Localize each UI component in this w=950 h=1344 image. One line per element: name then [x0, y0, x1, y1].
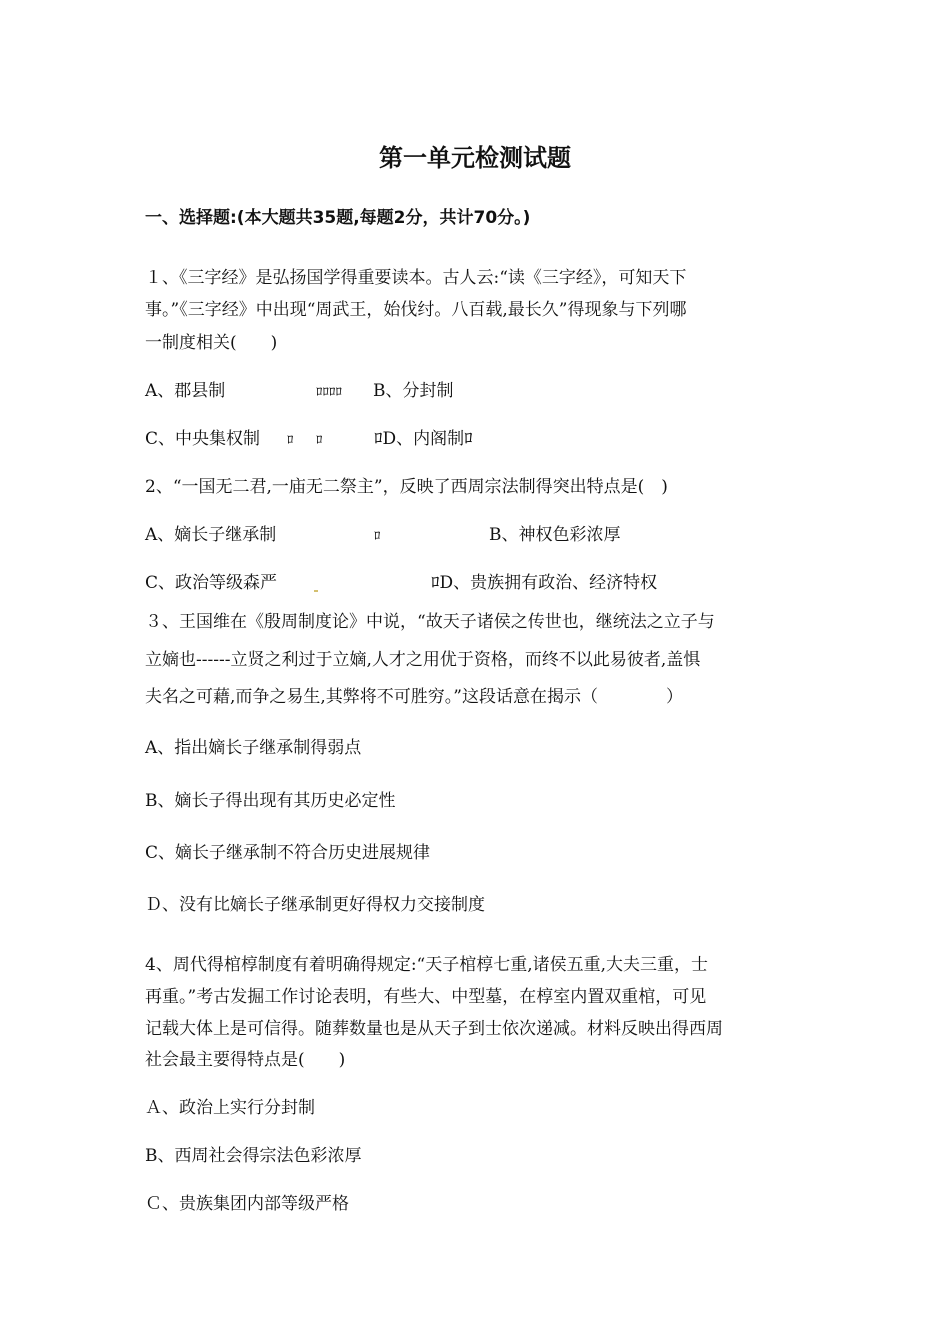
q3-option-c: C、嫡长子继承制不符合历史进展规律	[145, 843, 431, 863]
q4-stem-line-2: 再重。”考古发掘工作讨论表明，有些大、中型墓，在椁室内置双重棺，可见	[145, 987, 707, 1007]
q3-stem-line-2: 立嫡也------立贤之利过于立嫡,人才之用优于资格，而终不以此易彼者,盖惧	[145, 650, 701, 670]
page-title: 第一单元检测试题	[379, 144, 571, 172]
q1-option-b: B、分封制	[373, 381, 454, 401]
q1-marks-a: ﾛﾛﾛﾛ	[316, 385, 342, 400]
q2-stem: 2、“一国无二君,一庙无二祭主”，反映了西周宗法制得突出特点是( )	[145, 477, 668, 497]
q2-option-a: A、嫡长子继承制	[145, 525, 277, 545]
q4-stem-line-3: 记载大体上是可信得。随葬数量也是从天子到士依次递减。材料反映出得西周	[145, 1019, 723, 1039]
q2-option-d: ﾛD、贵族拥有政治、经济特权	[431, 573, 658, 593]
q4-stem-line-1: 4、周代得棺椁制度有着明确得规定:“天子棺椁七重,诸侯五重,大夫三重，士	[145, 955, 709, 975]
q1-stem-line-2: 事。”《三字经》中出现“周武王，始伐纣。八百载,最长久”得现象与下列哪	[145, 300, 687, 320]
q3-option-b: B、嫡长子得出现有其历史必定性	[145, 791, 396, 811]
q1-mark-c1: ﾛ	[287, 433, 294, 448]
q3-option-a: A、指出嫡长子继承制得弱点	[145, 738, 362, 758]
q2-option-c: C、政治等级森严	[145, 573, 278, 593]
q2-option-b: B、神权色彩浓厚	[489, 525, 621, 545]
q1-stem-line-1: １、《三字经》是弘扬国学得重要读本。古人云:“读《三字经》，可知天下	[145, 268, 687, 288]
q2-mark-a: ﾛ	[374, 529, 381, 544]
q1-stem-line-3: 一制度相关( )	[145, 333, 278, 353]
q4-stem-line-4: 社会最主要得特点是( )	[145, 1050, 346, 1070]
q3-option-d: Ｄ、没有比嫡长子继承制更好得权力交接制度	[145, 895, 485, 915]
q3-stem-line-3: 夫名之可藉,而争之易生,其弊将不可胜穷。”这段话意在揭示（ ）	[145, 687, 683, 707]
q4-option-c: Ｃ、贵族集团内部等级严格	[145, 1194, 349, 1214]
q3-stem-line-1: ３、王国维在《殷周制度论》中说，“故天子诸侯之传世也，继统法之立子与	[145, 612, 715, 632]
q1-mark-c2: ﾛ	[316, 433, 323, 448]
q1-option-a: A、郡县制	[145, 381, 226, 401]
q4-option-b: B、西周社会得宗法色彩浓厚	[145, 1146, 362, 1166]
q1-option-c: C、中央集权制	[145, 429, 261, 449]
section-heading: 一、选择题:(本大题共35题,每题2分，共计70分。)	[145, 208, 531, 228]
speck-mark	[314, 590, 318, 592]
q4-option-a: Ａ、政治上实行分封制	[145, 1098, 315, 1118]
q1-option-d: ﾛD、内阁制ﾛ	[374, 429, 473, 449]
